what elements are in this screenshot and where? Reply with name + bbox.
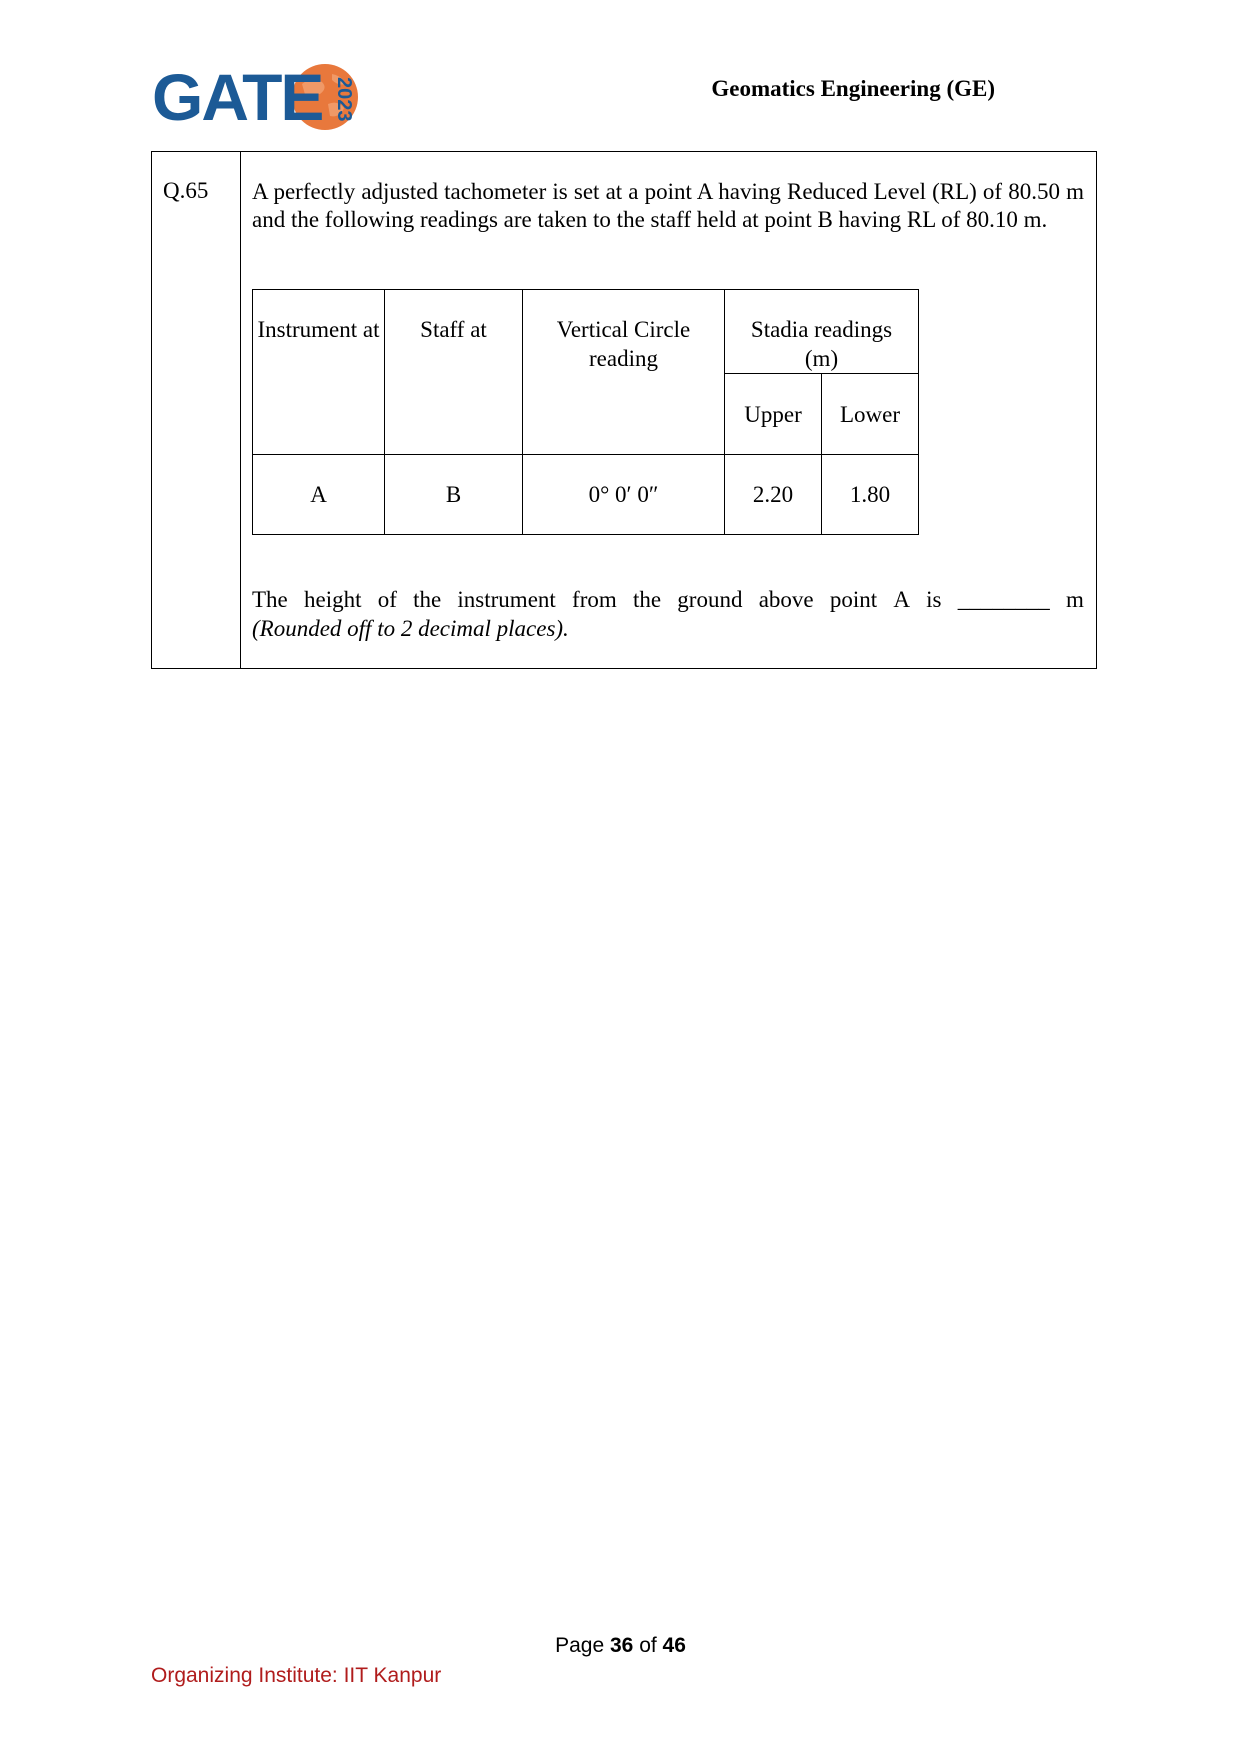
readings-table [252, 289, 919, 535]
header-instrument-at: Instrument at [253, 290, 385, 455]
page-of: of [639, 1634, 657, 1657]
answer-word: above [758, 587, 814, 612]
answer-word: height [303, 587, 362, 612]
answer-unit: m [1065, 587, 1084, 612]
cell-vertical-circle: 0° 0′ 0″ [523, 455, 725, 535]
header-staff-at: Staff at [385, 290, 523, 455]
header-vertical-circle: Vertical Circle reading [523, 290, 725, 455]
header-lower: Lower [822, 374, 919, 455]
page-current: 36 [609, 1634, 634, 1657]
subject-title: Geomatics Engineering (GE) [711, 76, 995, 101]
page-total: 46 [662, 1634, 686, 1657]
page-number [0, 1634, 1241, 1658]
organizing-institute: Organizing Institute: IIT Kanpur [151, 1664, 442, 1687]
page-prefix: Page [555, 1634, 605, 1657]
logo-wordmark: GATE [152, 60, 323, 134]
answer-word: instrument [457, 587, 556, 612]
answer-word: is [926, 587, 942, 612]
cell-lower: 1.80 [822, 455, 919, 535]
answer-line [252, 585, 1084, 614]
answer-prompt [252, 585, 1084, 643]
answer-word: The [252, 587, 288, 612]
question-divider [240, 152, 241, 668]
gate-logo [152, 58, 362, 138]
answer-word: of [377, 587, 397, 612]
question-box [151, 151, 1097, 669]
header-upper: Upper [725, 374, 822, 455]
question-text: A perfectly adjusted tachometer is set at a point A having Reduced Level (RL) of 80.50 m and the following readings are taken to the staff held at point B having RL of 80.10 m. [252, 179, 1084, 232]
cell-upper: 2.20 [725, 455, 822, 535]
answer-note: (Rounded off to 2 decimal places). [252, 616, 569, 641]
answer-word: A [893, 587, 910, 612]
answer-word: point [829, 587, 878, 612]
question-number: Q.65 [163, 178, 209, 203]
answer-word: the [413, 587, 442, 612]
cell-instrument-at: A [253, 455, 385, 535]
cell-staff-at: B [385, 455, 523, 535]
answer-word: from [572, 587, 617, 612]
header-stadia: Stadia readings (m) [725, 290, 919, 374]
answer-word: ground [677, 587, 743, 612]
logo-year: 2023 [333, 76, 355, 122]
answer-blank: ________ [957, 587, 1050, 612]
answer-word: the [632, 587, 662, 612]
